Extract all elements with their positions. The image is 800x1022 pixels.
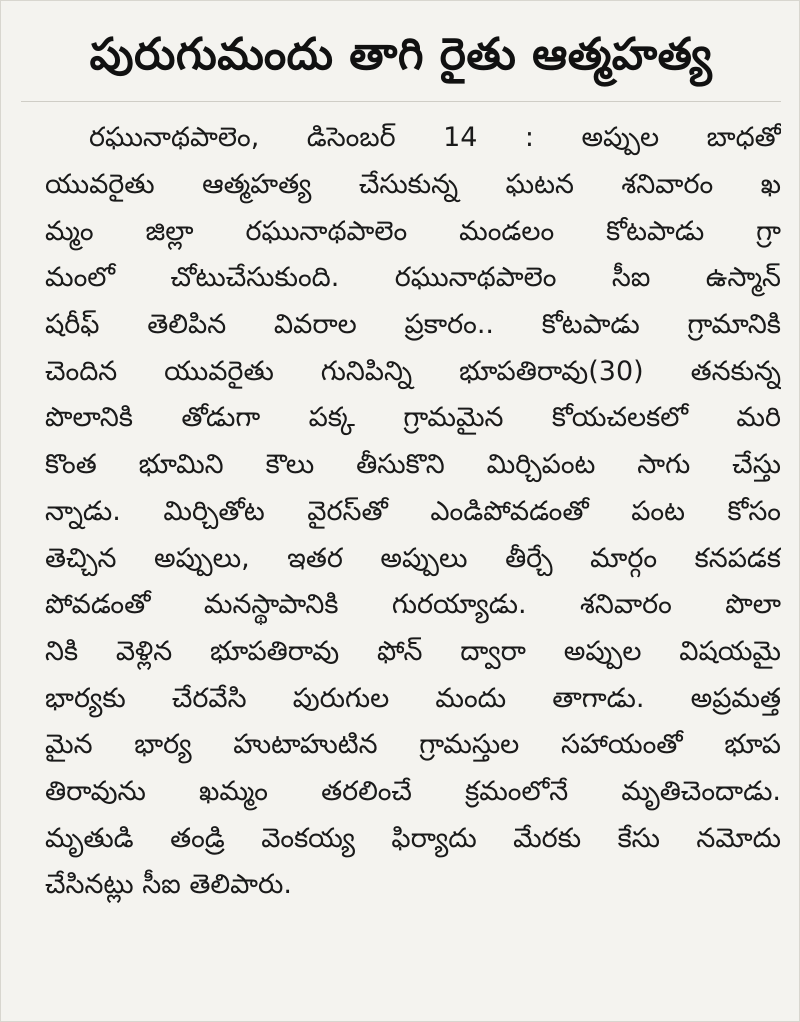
body-line: మృతుడి తండ్రి వెంకయ్య ఫిర్యాదు మేరకు కేసు నమోదు bbox=[45, 823, 781, 854]
body-line: యువరైతు ఆత్మహత్య చేసుకున్న ఘటన శనివారం ఖ bbox=[45, 169, 781, 200]
body-line: మ్మం జిల్లా రఘునాథపాలెం మండలం కోటపాడు గ్రా bbox=[45, 216, 781, 247]
body-line: నికి వెళ్లిన భూపతిరావు ఫోన్ ద్వారా అప్పుల విషయమై bbox=[45, 636, 781, 667]
body-line: కొంత భూమిని కౌలు తీసుకొని మిర్చిపంట సాగు చేస్తు bbox=[45, 449, 781, 480]
body-line: న్నాడు. మిర్చితోట వైరస్‌తో ఎండిపోవడంతో పంట కోసం bbox=[45, 496, 781, 527]
headline: పురుగుమందు తాగి రైతు ఆత్మహత్య bbox=[89, 29, 713, 80]
article-body bbox=[1, 117, 800, 1007]
body-line: మైన భార్య హుటాహుటిన గ్రామస్తుల సహాయంతో భూప bbox=[45, 729, 781, 760]
body-line: భార్యకు చేరవేసి పురుగుల మందు తాగాడు. అప్రమత్త bbox=[45, 683, 781, 714]
body-line: మంలో చోటుచేసుకుంది. రఘునాథపాలెం సీఐ ఉస్మాన్ bbox=[45, 262, 781, 293]
body-line: తిరావును ఖమ్మం తరలించే క్రమంలోనే మృతిచెందాడు. bbox=[45, 776, 781, 807]
body-line: రఘునాథపాలెం, డిసెంబర్ 14 : అప్పుల బాధతో bbox=[89, 122, 781, 153]
body-line: చేసినట్లు సీఐ తెలిపారు. bbox=[45, 869, 292, 900]
body-line: పొలానికి తోడుగా పక్క గ్రామమైన కోయచలకలో మరి bbox=[45, 402, 781, 433]
body-line: తెచ్చిన అప్పులు, ఇతర అప్పులు తీర్చే మార్గం కనపడక bbox=[45, 543, 781, 574]
headline-divider bbox=[21, 101, 781, 102]
body-line: పోవడంతో మనస్థాపానికి గురయ్యాడు. శనివారం పొలా bbox=[45, 589, 781, 620]
body-line: షరీఫ్ తెలిపిన వివరాల ప్రకారం.. కోటపాడు గ్రామానికి bbox=[45, 309, 781, 340]
body-line: చెందిన యువరైతు గునిపిన్ని భూపతిరావు(30) తనకున్న bbox=[45, 356, 781, 387]
